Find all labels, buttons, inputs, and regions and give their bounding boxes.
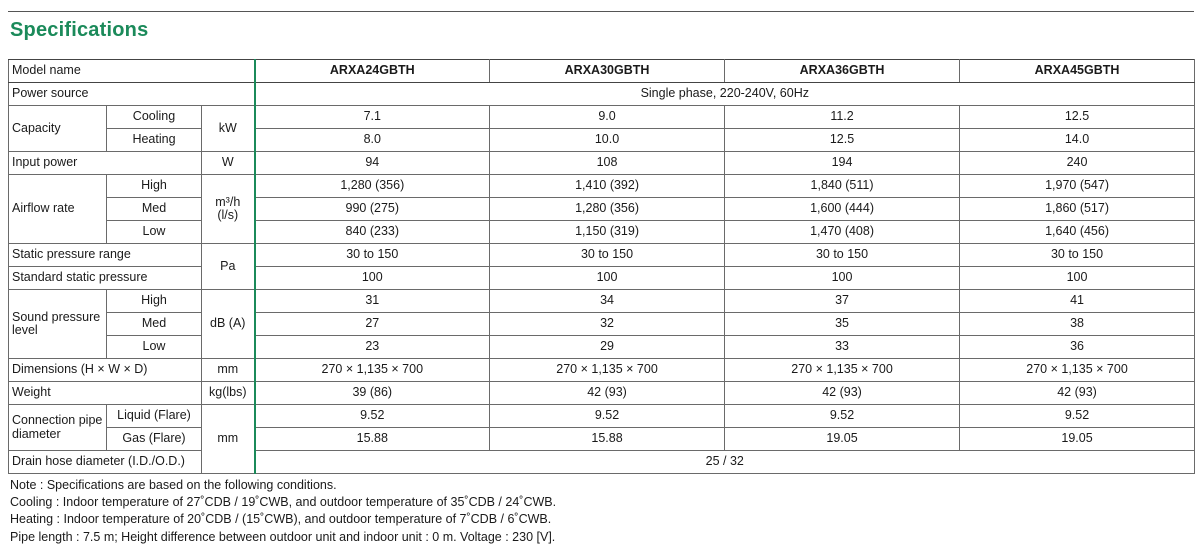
table-row	[9, 198, 1195, 221]
table-row	[9, 359, 1195, 382]
cell-value: 11.2	[725, 106, 960, 129]
table-row	[9, 336, 1195, 359]
cell-value: 12.5	[725, 129, 960, 152]
cell-value: 33	[725, 336, 960, 359]
table-row	[9, 83, 1195, 106]
cell-value: 36	[960, 336, 1195, 359]
row-label-airflow: Airflow rate	[9, 175, 107, 244]
cell-value: 1,640 (456)	[960, 221, 1195, 244]
cell-value: 19.05	[725, 428, 960, 451]
cell-value: 38	[960, 313, 1195, 336]
row-label-pipe: Connection pipe diameter	[9, 405, 107, 451]
sub-label-low: Low	[107, 336, 202, 359]
row-label-dimensions: Dimensions (H × W × D)	[9, 359, 202, 382]
cell-value: 9.52	[490, 405, 725, 428]
sub-label-high: High	[107, 290, 202, 313]
cell-value: 1,470 (408)	[725, 221, 960, 244]
cell-value: 270 × 1,135 × 700	[725, 359, 960, 382]
cell-value: 27	[255, 313, 490, 336]
cell-value: 194	[725, 152, 960, 175]
cell-value: 100	[490, 267, 725, 290]
cell-value: 270 × 1,135 × 700	[490, 359, 725, 382]
cell-value: 9.52	[255, 405, 490, 428]
table-row	[9, 221, 1195, 244]
cell-value: 9.52	[725, 405, 960, 428]
row-label-weight: Weight	[9, 382, 202, 405]
cell-value: 240	[960, 152, 1195, 175]
sub-label-med: Med	[107, 313, 202, 336]
cell-value: 15.88	[490, 428, 725, 451]
cell-value: 30 to 150	[725, 244, 960, 267]
cell-value: 31	[255, 290, 490, 313]
cell-value: 8.0	[255, 129, 490, 152]
notes-block	[10, 477, 556, 546]
sub-label-liquid: Liquid (Flare)	[107, 405, 202, 428]
unit-pa: Pa	[202, 244, 255, 290]
sub-label-high: High	[107, 175, 202, 198]
cell-value: 1,150 (319)	[490, 221, 725, 244]
model-header: ARXA36GBTH	[725, 60, 960, 83]
model-header: ARXA30GBTH	[490, 60, 725, 83]
cell-value: 1,280 (356)	[255, 175, 490, 198]
cell-value: 7.1	[255, 106, 490, 129]
cell-value: 1,600 (444)	[725, 198, 960, 221]
cell-value: 1,860 (517)	[960, 198, 1195, 221]
cell-value: 94	[255, 152, 490, 175]
table-row	[9, 106, 1195, 129]
table-row	[9, 129, 1195, 152]
table-row	[9, 405, 1195, 428]
model-header: ARXA24GBTH	[255, 60, 490, 83]
row-label-capacity: Capacity	[9, 106, 107, 152]
row-label-standard-static: Standard static pressure	[9, 267, 202, 290]
unit-airflow: m³/h (l/s)	[202, 175, 255, 244]
unit-kw: kW	[202, 106, 255, 152]
note-line: Heating : Indoor temperature of 20˚CDB / (15˚CWB), and outdoor temperature of 7˚CDB / 6˚CWB.	[10, 512, 552, 527]
table-row	[9, 382, 1195, 405]
cell-value: 1,840 (511)	[725, 175, 960, 198]
unit-w: W	[202, 152, 255, 175]
cell-value: 1,970 (547)	[960, 175, 1195, 198]
sub-label-gas: Gas (Flare)	[107, 428, 202, 451]
power-source-value: Single phase, 220-240V, 60Hz	[255, 83, 1195, 106]
cell-value: 108	[490, 152, 725, 175]
cell-value: 270 × 1,135 × 700	[960, 359, 1195, 382]
table-row	[9, 152, 1195, 175]
unit-mm: mm	[202, 359, 255, 382]
spec-table	[8, 59, 1195, 474]
table-row	[9, 267, 1195, 290]
note-line: Cooling : Indoor temperature of 27˚CDB / 19˚CWB, and outdoor temperature of 35˚CDB / 24˚CWB.	[10, 495, 557, 510]
note-line: Note : Specifications are based on the following conditions.	[10, 478, 337, 492]
cell-value: 1,280 (356)	[490, 198, 725, 221]
cell-value: 19.05	[960, 428, 1195, 451]
cell-value: 30 to 150	[490, 244, 725, 267]
cell-value: 35	[725, 313, 960, 336]
cell-value: 100	[960, 267, 1195, 290]
row-label-model-name: Model name	[9, 60, 255, 83]
cell-value: 41	[960, 290, 1195, 313]
sub-label-med: Med	[107, 198, 202, 221]
note-line: Pipe length : 7.5 m; Height difference between outdoor unit and indoor unit : 0 m. Voltage : 230 [V].	[10, 529, 556, 544]
cell-value: 32	[490, 313, 725, 336]
table-row	[9, 451, 1195, 474]
cell-value: 10.0	[490, 129, 725, 152]
cell-value: 42 (93)	[960, 382, 1195, 405]
cell-value: 840 (233)	[255, 221, 490, 244]
sub-label-cooling: Cooling	[107, 106, 202, 129]
unit-mm-pipe: mm	[202, 405, 255, 474]
table-row	[9, 428, 1195, 451]
unit-kg: kg(lbs)	[202, 382, 255, 405]
table-header-row	[9, 60, 1195, 83]
cell-value: 42 (93)	[725, 382, 960, 405]
cell-value: 990 (275)	[255, 198, 490, 221]
table-row	[9, 290, 1195, 313]
cell-value: 9.52	[960, 405, 1195, 428]
page-title: Specifications	[10, 19, 149, 41]
table-row	[9, 313, 1195, 336]
row-label-static-range: Static pressure range	[9, 244, 202, 267]
cell-value: 39 (86)	[255, 382, 490, 405]
cell-value: 9.0	[490, 106, 725, 129]
sub-label-heating: Heating	[107, 129, 202, 152]
cell-value: 29	[490, 336, 725, 359]
row-label-power-source: Power source	[9, 83, 255, 106]
unit-db: dB (A)	[202, 290, 255, 359]
table-row	[9, 244, 1195, 267]
row-label-drain: Drain hose diameter (I.D./O.D.)	[9, 451, 202, 474]
cell-value: 30 to 150	[960, 244, 1195, 267]
table-row	[9, 175, 1195, 198]
drain-value: 25 / 32	[255, 451, 1195, 474]
row-label-sound: Sound pressure level	[9, 290, 107, 359]
cell-value: 14.0	[960, 129, 1195, 152]
cell-value: 12.5	[960, 106, 1195, 129]
cell-value: 270 × 1,135 × 700	[255, 359, 490, 382]
row-label-input-power: Input power	[9, 152, 202, 175]
cell-value: 15.88	[255, 428, 490, 451]
cell-value: 1,410 (392)	[490, 175, 725, 198]
cell-value: 23	[255, 336, 490, 359]
sub-label-low: Low	[107, 221, 202, 244]
cell-value: 42 (93)	[490, 382, 725, 405]
cell-value: 37	[725, 290, 960, 313]
cell-value: 100	[255, 267, 490, 290]
model-header: ARXA45GBTH	[960, 60, 1195, 83]
cell-value: 30 to 150	[255, 244, 490, 267]
cell-value: 34	[490, 290, 725, 313]
cell-value: 100	[725, 267, 960, 290]
top-rule	[8, 11, 1194, 12]
